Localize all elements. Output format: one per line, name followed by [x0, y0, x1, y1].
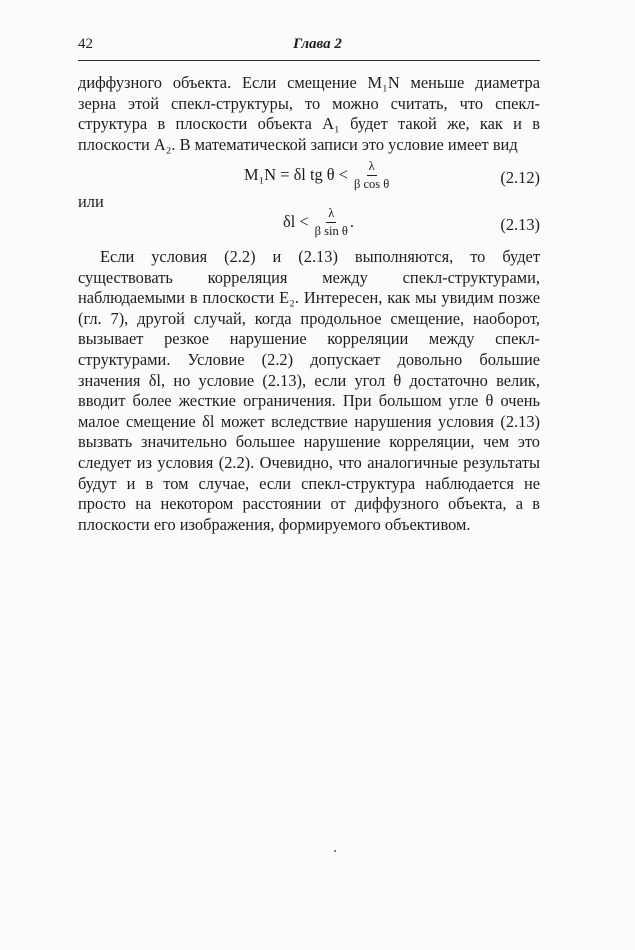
equation-2-13-fraction — [313, 207, 350, 237]
connector-word: или — [78, 192, 104, 211]
equation-2-12 — [244, 160, 391, 190]
equation-2-12-denominator: β cos θ — [353, 176, 390, 191]
equation-2-12-fraction — [352, 160, 391, 190]
equation-2-13-numerator: λ — [326, 207, 336, 223]
equation-2-12-lhs: M₁N = δl tg θ < — [244, 165, 348, 184]
equation-2-12-numerator: λ — [367, 160, 377, 176]
equation-number-2-12: (2.12) — [500, 168, 540, 187]
chapter-running-head: Глава 2 — [293, 36, 342, 52]
equation-2-13-denominator: β sin θ — [314, 223, 348, 238]
equation-2-13 — [283, 207, 354, 237]
equation-number-2-13: (2.13) — [500, 215, 540, 234]
equation-2-13-lhs: δl < — [283, 212, 309, 231]
scan-speck — [334, 850, 336, 852]
paragraph-1: диффузного объекта. Если смещение M₁N меньше диаметра зерна этой спекл-структуры, то можно считать, что спекл-структура в плоскости объекта A₁ будет такой же, как и в плоскости A₂. В математической записи это условие имеет вид — [78, 73, 540, 154]
paragraph-2: Если условия (2.2) и (2.13) выполняются, то будет существовать корреляция между спекл-структурами, наблюдаемыми в плоскости E₂. Интересен, как мы увидим позже (гл. 7), другой случай, когда продольное смещение, наоборот, вызывает резкое нарушение корреляции между спекл-структурами. Условие (2.2) допускает довольно большие значения δl, но условие (2.13), если угол θ достаточно велик, вводит более жесткие ограничения. При большом угле θ очень малое смещение δl может вследствие нарушения условия (2.13) вызвать значительно большее нарушение корреляции, чем это следует из условия (2.2). Очевидно, что аналогичные результаты будут и в том случае, если спекл-структура наблюдается не просто на некотором расстоянии от диффузного объекта, а в плоскости его изображения, формируемого объективом. — [78, 247, 540, 534]
page-number: 42 — [78, 36, 93, 52]
equation-2-13-trailing: . — [349, 212, 354, 231]
header-rule — [78, 60, 540, 61]
